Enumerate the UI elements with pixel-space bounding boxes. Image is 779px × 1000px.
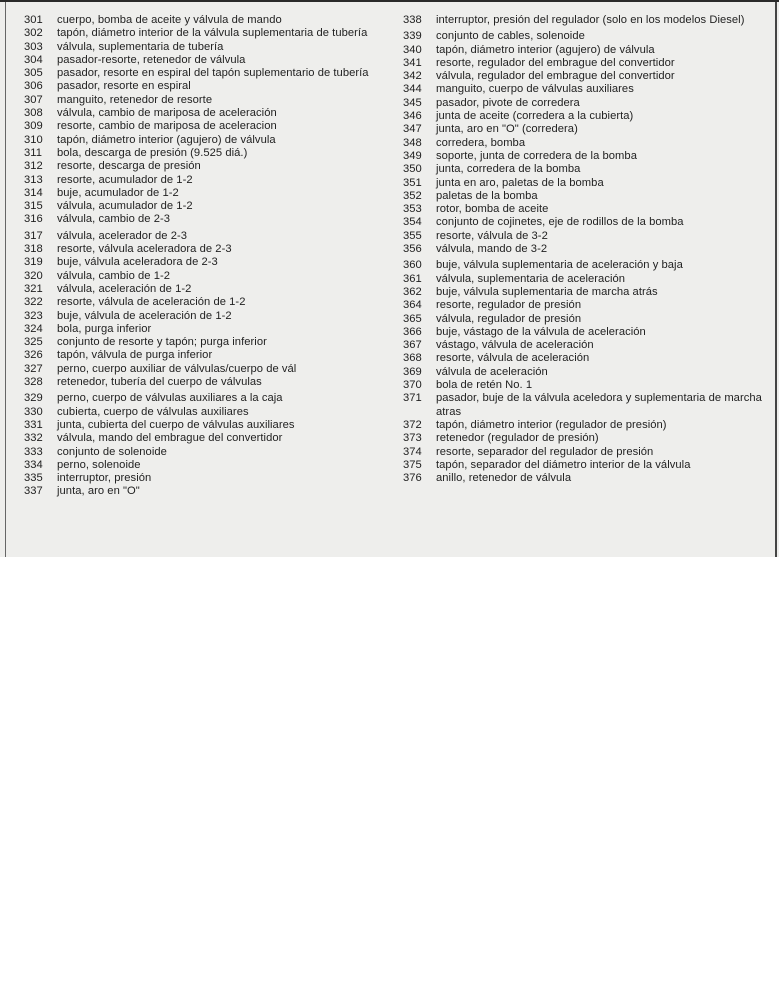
part-number: 306 [24,80,43,93]
part-description: conjunto de resorte y tapón; purga inferior [57,336,267,349]
part-list-item [403,150,773,163]
part-number: 347 [403,123,422,136]
part-number: 368 [403,352,422,365]
part-description: resorte, separador del regulador de presión [436,445,654,458]
part-list-item [403,286,773,299]
part-number: 364 [403,299,422,312]
part-number: 350 [403,163,422,176]
part-description: buje, válvula suplementaria de aceleración y baja [436,259,683,272]
part-number: 301 [24,14,43,26]
part-number: 312 [24,160,43,173]
part-list-item [403,419,773,432]
part-list-item [403,366,773,379]
part-description: resorte, válvula aceleradora de 2-3 [57,243,232,256]
part-description: resorte, válvula de 3-2 [436,229,548,242]
part-description: válvula, acumulador de 1-2 [57,200,193,213]
part-list-item [24,323,384,336]
part-number: 369 [403,365,422,378]
part-number: 360 [403,259,422,272]
part-list-item [403,14,773,27]
part-description: válvula, acelerador de 2-3 [57,229,188,242]
part-number: 356 [403,243,422,256]
part-number: 341 [403,56,422,69]
part-number: 362 [403,285,422,298]
part-description: cubierta, cuerpo de válvulas auxiliares [57,405,249,418]
part-description: perno, solenoide [57,458,141,471]
part-description: buje, válvula de aceleración de 1-2 [57,309,232,322]
part-list-item [403,30,773,43]
part-number: 311 [24,146,42,159]
part-number: 340 [403,43,422,56]
part-number: 346 [403,110,422,123]
part-number: 365 [403,312,422,325]
part-number: 370 [403,379,422,392]
part-description: conjunto de solenoide [57,445,167,458]
part-list-item [403,352,773,365]
part-description: junta de aceite (corredera a la cubierta) [436,110,634,123]
part-number: 333 [24,445,43,458]
part-list-item [403,163,773,176]
part-number: 329 [24,392,43,405]
part-number: 373 [403,432,422,445]
part-description: tapón, diámetro interior (agujero) de válvula [436,43,655,56]
part-list-item [403,44,773,57]
part-list-item [24,94,384,107]
part-list-item [403,326,773,339]
part-number: 372 [403,418,422,431]
part-list-item [403,313,773,326]
part-description: tapón, separador del diámetro interior de la válvula [436,458,691,471]
left-border-line [5,2,6,557]
part-number: 348 [403,136,422,149]
part-list-item [403,177,773,190]
part-list-item [403,299,773,312]
part-list-item [24,363,384,376]
part-list-item [24,485,384,498]
part-number: 344 [403,83,422,96]
part-description: tapón, diámetro interior (regulador de presión) [436,418,667,431]
part-description: buje, válvula aceleradora de 2-3 [57,256,218,269]
part-description: válvula, suplementaria de aceleración [436,272,626,285]
part-list-item [24,256,384,269]
part-number: 339 [403,30,422,43]
part-number: 302 [24,27,43,40]
part-description: anillo, retenedor de válvula [436,472,572,485]
part-description: junta en aro, paletas de la bomba [436,176,604,189]
part-list-item [24,213,384,226]
part-list-item [24,336,384,349]
part-list-item [403,230,773,243]
part-list-item [24,187,384,200]
part-description: tapón, diámetro interior de la válvula suplementaria de tubería [57,27,368,40]
part-description: resorte, válvula de aceleración [436,352,590,365]
part-description: conjunto de cojinetes, eje de rodillos de la bomba [436,216,684,229]
part-description: cuerpo, bomba de aceite y válvula de mando [57,14,282,26]
part-list-item [403,459,773,472]
part-number: 331 [24,418,43,431]
part-number: 332 [24,432,43,445]
part-number: 351 [403,176,422,189]
part-number: 307 [24,93,43,106]
part-list-item [403,273,773,286]
part-number: 304 [24,53,43,66]
part-number: 313 [24,173,43,186]
part-number: 367 [403,339,422,352]
part-number: 328 [24,376,43,389]
part-list-item [24,147,384,160]
part-description: válvula, suplementaria de tubería [57,40,224,53]
part-description: válvula, mando del embrague del convertidor [57,432,283,445]
part-list-item [403,472,773,485]
part-number: 349 [403,149,422,162]
part-description: resorte, válvula de aceleración de 1-2 [57,296,246,309]
part-list-item [24,243,384,256]
part-list-item [24,446,384,459]
part-list-item [24,310,384,323]
part-description: junta, aro en "O" (corredera) [436,123,578,136]
part-number: 314 [24,186,43,199]
part-number: 308 [24,107,43,120]
part-number: 317 [24,229,43,242]
part-number: 320 [24,269,43,282]
part-number: 345 [403,96,422,109]
part-list-item [24,270,384,283]
part-description: manguito, cuerpo de válvulas auxiliares [436,83,634,96]
part-description: rotor, bomba de aceite [436,203,549,216]
part-list-item [24,472,384,485]
part-description: junta, aro en "O" [57,485,140,498]
part-number: 315 [24,200,43,213]
part-list-item [24,27,384,40]
part-list-item [403,70,773,83]
part-list-item [24,200,384,213]
part-description: pasador, buje de la válvula aceledora y suplementaria de marcha atras [436,392,762,418]
part-list-item [403,259,773,272]
part-description: junta, cubierta del cuerpo de válvulas auxiliares [57,418,295,431]
part-list-item [403,137,773,150]
part-number: 366 [403,325,422,338]
part-number: 342 [403,70,422,83]
part-list-item [403,190,773,203]
part-description: válvula, cambio de mariposa de aceleración [57,107,277,120]
part-description: retenedor (regulador de presión) [436,432,599,445]
part-number: 318 [24,243,43,256]
part-number: 310 [24,133,43,146]
parts-column-left [24,14,384,499]
part-number: 316 [24,213,43,226]
part-number: 327 [24,362,43,375]
part-description: bola de retén No. 1 [436,379,533,392]
part-description: válvula, mando de 3-2 [436,243,548,256]
part-number: 321 [24,282,43,295]
part-description: resorte, acumulador de 1-2 [57,173,193,186]
part-description: manguito, retenedor de resorte [57,93,213,106]
part-description: resorte, regulador de presión [436,299,582,312]
part-list-item [24,459,384,472]
part-list-item [403,110,773,123]
part-list-item [24,349,384,362]
part-number: 353 [403,203,422,216]
part-description: interruptor, presión del regulador (solo en los modelos Diesel) [436,14,745,26]
part-list-item [24,120,384,133]
part-number: 324 [24,322,43,335]
part-list-item [24,14,384,27]
part-list-item [403,57,773,70]
part-number: 352 [403,189,422,202]
part-description: perno, cuerpo de válvulas auxiliares a la caja [57,392,283,405]
part-description: corredera, bomba [436,136,526,149]
part-list-item [24,160,384,173]
part-description: bola, descarga de presión (9.525 diá.) [57,146,248,159]
part-list-item [24,376,384,389]
part-list-item [24,107,384,120]
part-number: 305 [24,67,43,80]
part-list-item [403,243,773,256]
part-number: 326 [24,349,43,362]
part-description: válvula de aceleración [436,365,548,378]
part-list-item [24,41,384,54]
part-number: 303 [24,40,43,53]
part-number: 361 [403,272,422,285]
part-list-item [24,392,384,405]
part-description: perno, cuerpo auxiliar de válvulas/cuerpo de vál [57,362,297,375]
part-number: 355 [403,229,422,242]
part-list-item [24,174,384,187]
part-description: válvula, regulador de presión [436,312,582,325]
part-list-item [403,392,773,419]
part-description: válvula, cambio de 1-2 [57,269,171,282]
part-description: paletas de la bomba [436,189,538,202]
part-description: tapón, válvula de purga inferior [57,349,213,362]
part-description: buje, válvula suplementaria de marcha atrás [436,285,658,298]
part-number: 337 [24,485,43,498]
part-list-item [24,283,384,296]
part-description: bola, purga inferior [57,322,152,335]
part-description: junta, corredera de la bomba [436,163,581,176]
part-description: buje, vástago de la válvula de aceleración [436,325,646,338]
part-list-item [24,419,384,432]
part-list-item [403,379,773,392]
part-description: pasador, resorte en espiral del tapón suplementario de tubería [57,67,369,80]
part-list-item [403,216,773,229]
part-description: soporte, junta de corredera de la bomba [436,149,637,162]
part-number: 374 [403,445,422,458]
part-description: tapón, diámetro interior (agujero) de válvula [57,133,276,146]
part-description: pasador, resorte en espiral [57,80,191,93]
part-number: 309 [24,120,43,133]
part-description: resorte, cambio de mariposa de aceleracion [57,120,277,133]
part-number: 375 [403,458,422,471]
part-number: 338 [403,14,422,26]
part-list-item [24,67,384,80]
part-list-item [24,230,384,243]
part-description: pasador, pivote de corredera [436,96,580,109]
part-list-item [403,83,773,96]
part-number: 335 [24,472,43,485]
part-description: válvula, cambio de 2-3 [57,213,171,226]
part-list-item [403,123,773,136]
part-list-item [24,54,384,67]
part-number: 322 [24,296,43,309]
part-description: buje, acumulador de 1-2 [57,186,179,199]
part-number: 354 [403,216,422,229]
part-list-item [24,296,384,309]
part-description: interruptor, presión [57,472,152,485]
part-description: resorte, regulador del embrague del convertidor [436,56,675,69]
right-border-line [775,2,777,557]
part-list-item [24,134,384,147]
part-description: válvula, regulador del embrague del convertidor [436,70,675,83]
part-description: retenedor, tubería del cuerpo de válvulas [57,376,262,389]
part-description: válvula, aceleración de 1-2 [57,282,192,295]
part-number: 323 [24,309,43,322]
part-number: 330 [24,405,43,418]
parts-column-right [403,14,773,485]
part-list-item [403,432,773,445]
part-number: 325 [24,336,43,349]
part-number: 334 [24,458,43,471]
part-list-item [24,432,384,445]
part-number: 319 [24,256,43,269]
part-description: resorte, descarga de presión [57,160,201,173]
part-number: 376 [403,472,422,485]
part-number: 371 [403,392,422,405]
part-list-item [24,406,384,419]
part-list-item [403,446,773,459]
part-list-item [403,203,773,216]
part-list-item [24,80,384,93]
part-list-item [403,339,773,352]
part-description: conjunto de cables, solenoide [436,30,585,43]
part-list-item [403,97,773,110]
part-description: pasador-resorte, retenedor de válvula [57,53,246,66]
part-description: vástago, válvula de aceleración [436,339,594,352]
